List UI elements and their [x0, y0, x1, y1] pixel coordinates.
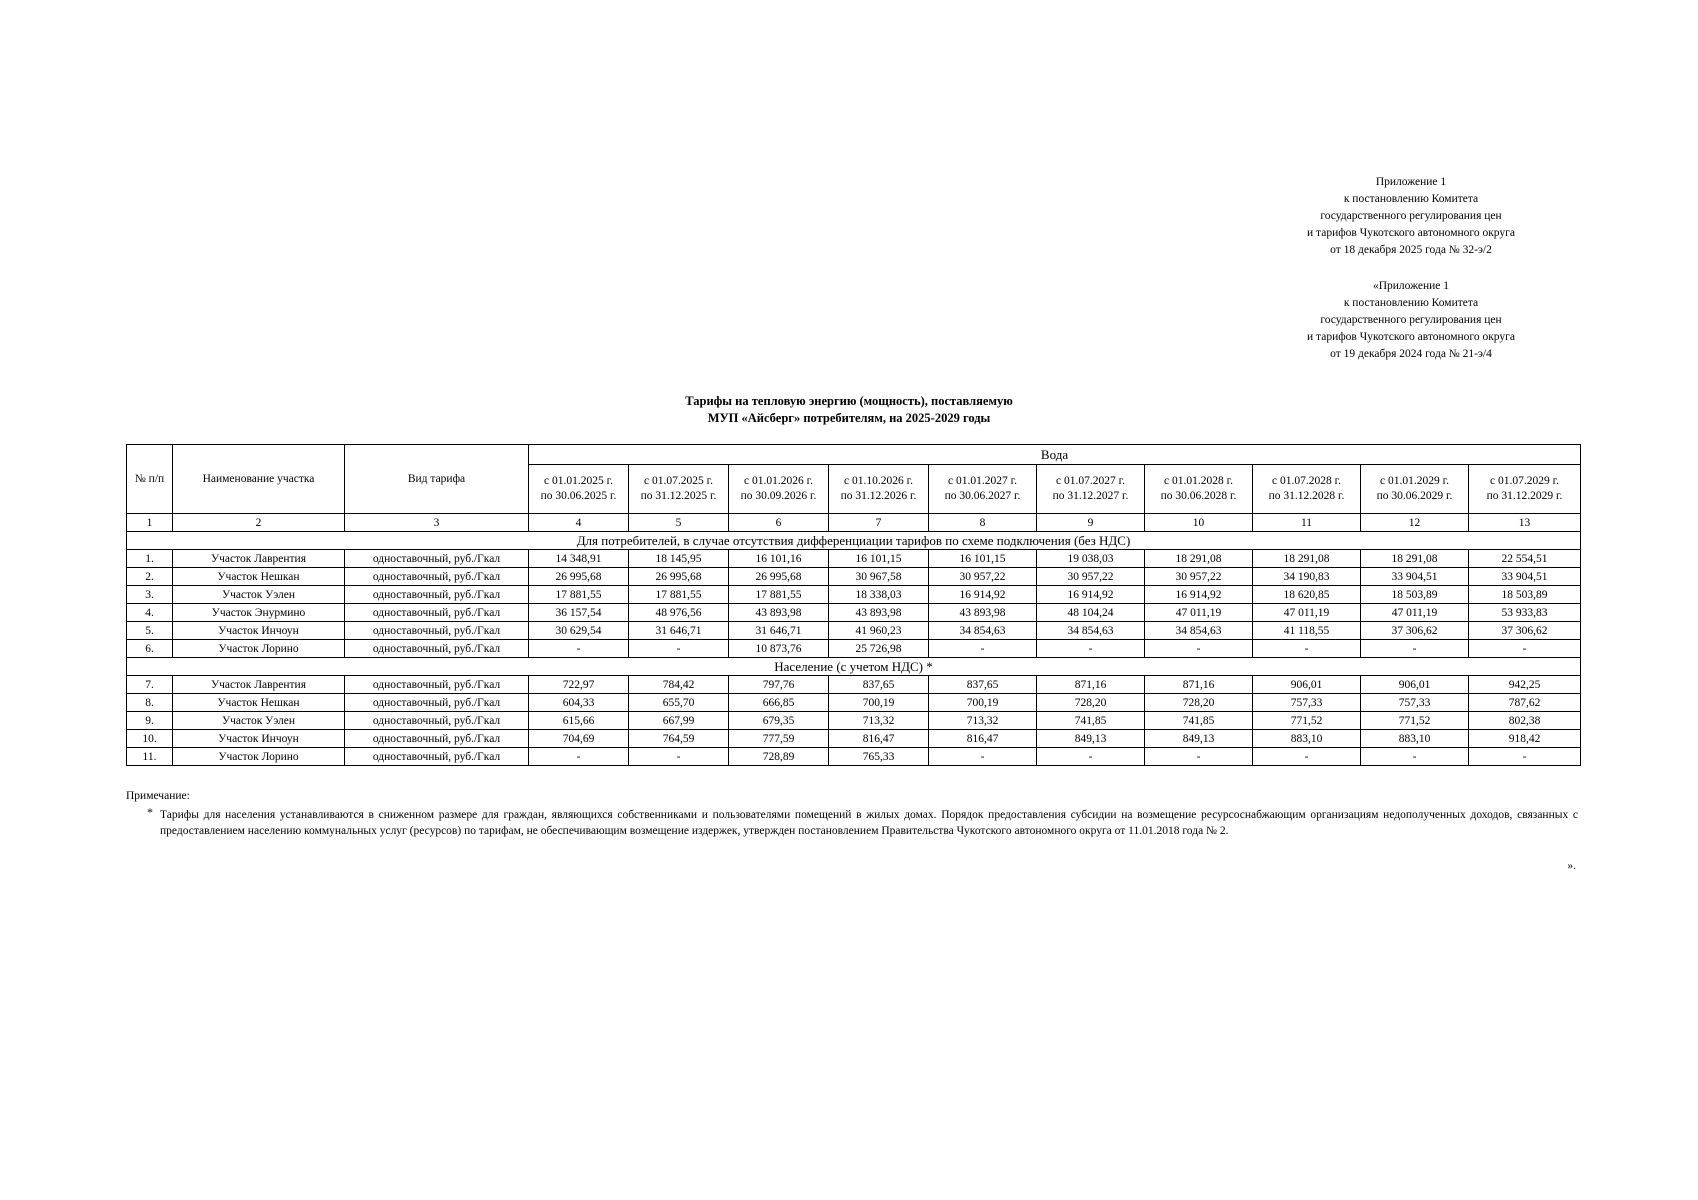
tariff-value: 16 101,16: [729, 550, 829, 568]
tariff-value: 30 957,22: [1145, 568, 1253, 586]
column-number: 1: [127, 514, 173, 532]
site-name: Участок Лорино: [173, 640, 345, 658]
tariff-value: 25 726,98: [829, 640, 929, 658]
column-number: 8: [929, 514, 1037, 532]
site-name: Участок Инчоун: [173, 622, 345, 640]
period-header: [929, 465, 1037, 514]
tariff-value: 667,99: [629, 712, 729, 730]
tariff-value: 26 995,68: [529, 568, 629, 586]
tariff-value: -: [929, 640, 1037, 658]
row-number: 6.: [127, 640, 173, 658]
column-number: 2: [173, 514, 345, 532]
tariff-value: 30 629,54: [529, 622, 629, 640]
table-row: [127, 730, 1581, 748]
period-start: с 01.10.2026 г.: [844, 475, 913, 487]
appendix-header-new: [1276, 174, 1546, 259]
period-end: по 31.12.2028 г.: [1268, 490, 1345, 502]
column-number: 11: [1253, 514, 1361, 532]
tariff-value: 33 904,51: [1361, 568, 1469, 586]
tariff-value: 722,97: [529, 676, 629, 694]
tariff-value: 942,25: [1469, 676, 1581, 694]
tariff-value: 816,47: [929, 730, 1037, 748]
tariff-value: 37 306,62: [1361, 622, 1469, 640]
column-number: 5: [629, 514, 729, 532]
tariff-value: -: [529, 748, 629, 766]
tariff-value: 871,16: [1037, 676, 1145, 694]
tariff-value: -: [1469, 640, 1581, 658]
period-start: с 01.01.2029 г.: [1380, 475, 1449, 487]
tariff-value: 765,33: [829, 748, 929, 766]
tariff-value: 728,89: [729, 748, 829, 766]
header-no: № п/п: [127, 445, 173, 514]
table-row: [127, 640, 1581, 658]
table-row: [127, 676, 1581, 694]
appendix-header-old: [1276, 278, 1546, 363]
period-start: с 01.07.2025 г.: [644, 475, 713, 487]
tariff-type: одноставочный, руб./Гкал: [345, 640, 529, 658]
title-line-1: Тарифы на тепловую энергию (мощность), поставляемую: [685, 394, 1013, 408]
tariff-type: одноставочный, руб./Гкал: [345, 550, 529, 568]
tariff-value: 18 620,85: [1253, 586, 1361, 604]
tariff-value: -: [1469, 748, 1581, 766]
table-row: [127, 550, 1581, 568]
tariff-type: одноставочный, руб./Гкал: [345, 568, 529, 586]
tariff-value: 787,62: [1469, 694, 1581, 712]
tariff-value: 777,59: [729, 730, 829, 748]
tariff-value: 784,42: [629, 676, 729, 694]
tariff-value: 43 893,98: [829, 604, 929, 622]
table-row: [127, 568, 1581, 586]
period-end: по 31.12.2025 г.: [640, 490, 717, 502]
site-name: Участок Уэлен: [173, 586, 345, 604]
column-number: 9: [1037, 514, 1145, 532]
tariff-table: [126, 444, 1581, 766]
period-end: по 30.06.2027 г.: [944, 490, 1021, 502]
tariff-value: 764,59: [629, 730, 729, 748]
appendix-line: государственного регулирования цен: [1320, 314, 1502, 326]
tariff-value: 43 893,98: [929, 604, 1037, 622]
tariff-value: 906,01: [1361, 676, 1469, 694]
appendix-line: к постановлению Комитета: [1343, 297, 1479, 309]
appendix-line: и тарифов Чукотского автономного округа: [1307, 227, 1515, 239]
period-end: по 30.06.2029 г.: [1376, 490, 1453, 502]
row-number: 8.: [127, 694, 173, 712]
period-header: [1361, 465, 1469, 514]
closing-quote: ».: [1567, 860, 1576, 872]
tariff-value: -: [1361, 748, 1469, 766]
appendix-line: от 19 декабря 2024 года № 21-э/4: [1330, 348, 1492, 360]
tariff-value: -: [529, 640, 629, 658]
column-number-row: [127, 514, 1581, 532]
table-row: [127, 586, 1581, 604]
period-start: с 01.07.2029 г.: [1490, 475, 1559, 487]
tariff-value: 41 118,55: [1253, 622, 1361, 640]
tariff-value: 34 854,63: [1145, 622, 1253, 640]
tariff-type: одноставочный, руб./Гкал: [345, 622, 529, 640]
tariff-value: -: [1253, 748, 1361, 766]
appendix-line: и тарифов Чукотского автономного округа: [1307, 331, 1515, 343]
row-number: 4.: [127, 604, 173, 622]
tariff-value: 34 190,83: [1253, 568, 1361, 586]
tariff-value: 22 554,51: [1469, 550, 1581, 568]
column-number: 3: [345, 514, 529, 532]
tariff-value: 802,38: [1469, 712, 1581, 730]
period-start: с 01.01.2028 г.: [1164, 475, 1233, 487]
period-end: по 30.06.2025 г.: [540, 490, 617, 502]
tariff-value: 41 960,23: [829, 622, 929, 640]
tariff-value: 679,35: [729, 712, 829, 730]
appendix-line: Приложение 1: [1375, 176, 1447, 188]
tariff-value: 53 933,83: [1469, 604, 1581, 622]
table-row: [127, 622, 1581, 640]
column-number: 10: [1145, 514, 1253, 532]
tariff-value: 906,01: [1253, 676, 1361, 694]
row-number: 5.: [127, 622, 173, 640]
tariff-value: 757,33: [1253, 694, 1361, 712]
tariff-type: одноставочный, руб./Гкал: [345, 712, 529, 730]
tariff-value: 18 338,03: [829, 586, 929, 604]
tariff-value: 18 145,95: [629, 550, 729, 568]
note-text-block: [147, 805, 1578, 839]
tariff-value: 816,47: [829, 730, 929, 748]
tariff-value: 17 881,55: [629, 586, 729, 604]
period-header: [729, 465, 829, 514]
tariff-value: 837,65: [829, 676, 929, 694]
row-number: 1.: [127, 550, 173, 568]
tariff-value: 18 503,89: [1361, 586, 1469, 604]
tariff-value: 33 904,51: [1469, 568, 1581, 586]
tariff-value: 37 306,62: [1469, 622, 1581, 640]
period-start: с 01.07.2028 г.: [1272, 475, 1341, 487]
appendix-line: от 18 декабря 2025 года № 32-э/2: [1330, 244, 1492, 256]
row-number: 3.: [127, 586, 173, 604]
tariff-value: 47 011,19: [1253, 604, 1361, 622]
period-end: по 31.12.2029 г.: [1486, 490, 1563, 502]
tariff-type: одноставочный, руб./Гкал: [345, 676, 529, 694]
tariff-value: 18 291,08: [1145, 550, 1253, 568]
period-header: [1469, 465, 1581, 514]
tariff-value: 10 873,76: [729, 640, 829, 658]
tariff-value: 17 881,55: [529, 586, 629, 604]
tariff-value: 34 854,63: [929, 622, 1037, 640]
tariff-value: 34 854,63: [1037, 622, 1145, 640]
tariff-value: -: [1145, 640, 1253, 658]
section-heading-row: [127, 658, 1581, 676]
site-name: Участок Энурмино: [173, 604, 345, 622]
tariff-value: 883,10: [1361, 730, 1469, 748]
tariff-value: 771,52: [1253, 712, 1361, 730]
row-number: 2.: [127, 568, 173, 586]
tariff-value: 728,20: [1145, 694, 1253, 712]
tariff-value: 36 157,54: [529, 604, 629, 622]
tariff-value: 17 881,55: [729, 586, 829, 604]
table-row: [127, 712, 1581, 730]
tariff-value: 16 101,15: [929, 550, 1037, 568]
tariff-value: 19 038,03: [1037, 550, 1145, 568]
tariff-value: 30 957,22: [1037, 568, 1145, 586]
table-row: [127, 604, 1581, 622]
table-row: [127, 694, 1581, 712]
tariff-value: 604,33: [529, 694, 629, 712]
tariff-value: 18 291,08: [1253, 550, 1361, 568]
tariff-type: одноставочный, руб./Гкал: [345, 694, 529, 712]
tariff-type: одноставочный, руб./Гкал: [345, 730, 529, 748]
tariff-value: 30 967,58: [829, 568, 929, 586]
period-header: [1037, 465, 1145, 514]
site-name: Участок Лаврентия: [173, 550, 345, 568]
period-header: [1145, 465, 1253, 514]
note-label: Примечание:: [126, 790, 190, 802]
tariff-value: 918,42: [1469, 730, 1581, 748]
tariff-value: -: [629, 748, 729, 766]
row-number: 10.: [127, 730, 173, 748]
tariff-value: 48 976,56: [629, 604, 729, 622]
period-end: по 30.06.2028 г.: [1160, 490, 1237, 502]
tariff-value: 16 101,15: [829, 550, 929, 568]
tariff-value: 14 348,91: [529, 550, 629, 568]
section-heading-row: [127, 532, 1581, 550]
tariff-value: 700,19: [829, 694, 929, 712]
tariff-value: 31 646,71: [729, 622, 829, 640]
tariff-type: одноставочный, руб./Гкал: [345, 748, 529, 766]
column-number: 4: [529, 514, 629, 532]
row-number: 7.: [127, 676, 173, 694]
tariff-value: 713,32: [829, 712, 929, 730]
site-name: Участок Нешкан: [173, 568, 345, 586]
tariff-value: 666,85: [729, 694, 829, 712]
column-number: 12: [1361, 514, 1469, 532]
header-group-water: Вода: [529, 445, 1581, 465]
period-header: [529, 465, 629, 514]
period-start: с 01.01.2027 г.: [948, 475, 1017, 487]
header-tariff-type: Вид тарифа: [345, 445, 529, 514]
tariff-value: 771,52: [1361, 712, 1469, 730]
column-number: 7: [829, 514, 929, 532]
footnote-star: *: [147, 805, 153, 819]
tariff-value: 883,10: [1253, 730, 1361, 748]
tariff-value: 615,66: [529, 712, 629, 730]
header-site: Наименование участка: [173, 445, 345, 514]
period-start: с 01.01.2026 г.: [744, 475, 813, 487]
tariff-value: 837,65: [929, 676, 1037, 694]
tariff-value: 797,76: [729, 676, 829, 694]
tariff-value: 30 957,22: [929, 568, 1037, 586]
tariff-value: -: [1361, 640, 1469, 658]
tariff-value: 728,20: [1037, 694, 1145, 712]
tariff-value: 849,13: [1145, 730, 1253, 748]
table-row: [127, 748, 1581, 766]
section-heading: Население (с учетом НДС) *: [127, 658, 1581, 676]
site-name: Участок Нешкан: [173, 694, 345, 712]
tariff-value: 26 995,68: [629, 568, 729, 586]
period-header: [629, 465, 729, 514]
period-start: с 01.01.2025 г.: [544, 475, 613, 487]
tariff-value: -: [929, 748, 1037, 766]
title-line-2: МУП «Айсберг» потребителям, на 2025-2029 годы: [707, 411, 991, 425]
tariff-value: 26 995,68: [729, 568, 829, 586]
tariff-value: -: [629, 640, 729, 658]
tariff-value: 757,33: [1361, 694, 1469, 712]
site-name: Участок Инчоун: [173, 730, 345, 748]
tariff-value: 18 291,08: [1361, 550, 1469, 568]
tariff-value: 655,70: [629, 694, 729, 712]
appendix-line: «Приложение 1: [1372, 280, 1450, 292]
tariff-type: одноставочный, руб./Гкал: [345, 586, 529, 604]
tariff-value: 713,32: [929, 712, 1037, 730]
tariff-value: 16 914,92: [1037, 586, 1145, 604]
tariff-value: -: [1145, 748, 1253, 766]
tariff-value: 700,19: [929, 694, 1037, 712]
row-number: 9.: [127, 712, 173, 730]
column-number: 6: [729, 514, 829, 532]
note-text: Тарифы для населения устанавливаются в сниженном размере для граждан, являющихся собственниками и пользователями помещений в жилых домах. Порядок предоставления субсидии на возмещение ресурсоснабжающим организациям недополученных доходов, связанных с предоставлением населению коммунальных услуг (ресурсов) по тарифам, не обеспечивающим возмещение издержек, утвержден постановлением Правительства Чукотского автономного округа от 11.01.2018 года № 2.: [160, 809, 1578, 837]
tariff-value: -: [1037, 640, 1145, 658]
tariff-value: -: [1037, 748, 1145, 766]
row-number: 11.: [127, 748, 173, 766]
appendix-line: к постановлению Комитета: [1343, 193, 1479, 205]
tariff-value: 16 914,92: [929, 586, 1037, 604]
tariff-value: 31 646,71: [629, 622, 729, 640]
tariff-value: 704,69: [529, 730, 629, 748]
tariff-value: 43 893,98: [729, 604, 829, 622]
site-name: Участок Лаврентия: [173, 676, 345, 694]
tariff-value: 871,16: [1145, 676, 1253, 694]
tariff-value: 47 011,19: [1145, 604, 1253, 622]
period-start: с 01.07.2027 г.: [1056, 475, 1125, 487]
appendix-line: государственного регулирования цен: [1320, 210, 1502, 222]
period-header: [829, 465, 929, 514]
site-name: Участок Уэлен: [173, 712, 345, 730]
period-header: [1253, 465, 1361, 514]
period-end: по 30.09.2026 г.: [740, 490, 817, 502]
site-name: Участок Лорино: [173, 748, 345, 766]
tariff-value: -: [1253, 640, 1361, 658]
period-end: по 31.12.2027 г.: [1052, 490, 1129, 502]
tariff-value: 48 104,24: [1037, 604, 1145, 622]
section-heading: Для потребителей, в случае отсутствия дифференциации тарифов по схеме подключения (без НДС): [127, 532, 1581, 550]
tariff-value: 16 914,92: [1145, 586, 1253, 604]
tariff-value: 18 503,89: [1469, 586, 1581, 604]
document-title: [0, 393, 1698, 427]
tariff-value: 47 011,19: [1361, 604, 1469, 622]
tariff-value: 849,13: [1037, 730, 1145, 748]
tariff-value: 741,85: [1145, 712, 1253, 730]
column-number: 13: [1469, 514, 1581, 532]
tariff-value: 741,85: [1037, 712, 1145, 730]
period-end: по 31.12.2026 г.: [840, 490, 917, 502]
tariff-type: одноставочный, руб./Гкал: [345, 604, 529, 622]
